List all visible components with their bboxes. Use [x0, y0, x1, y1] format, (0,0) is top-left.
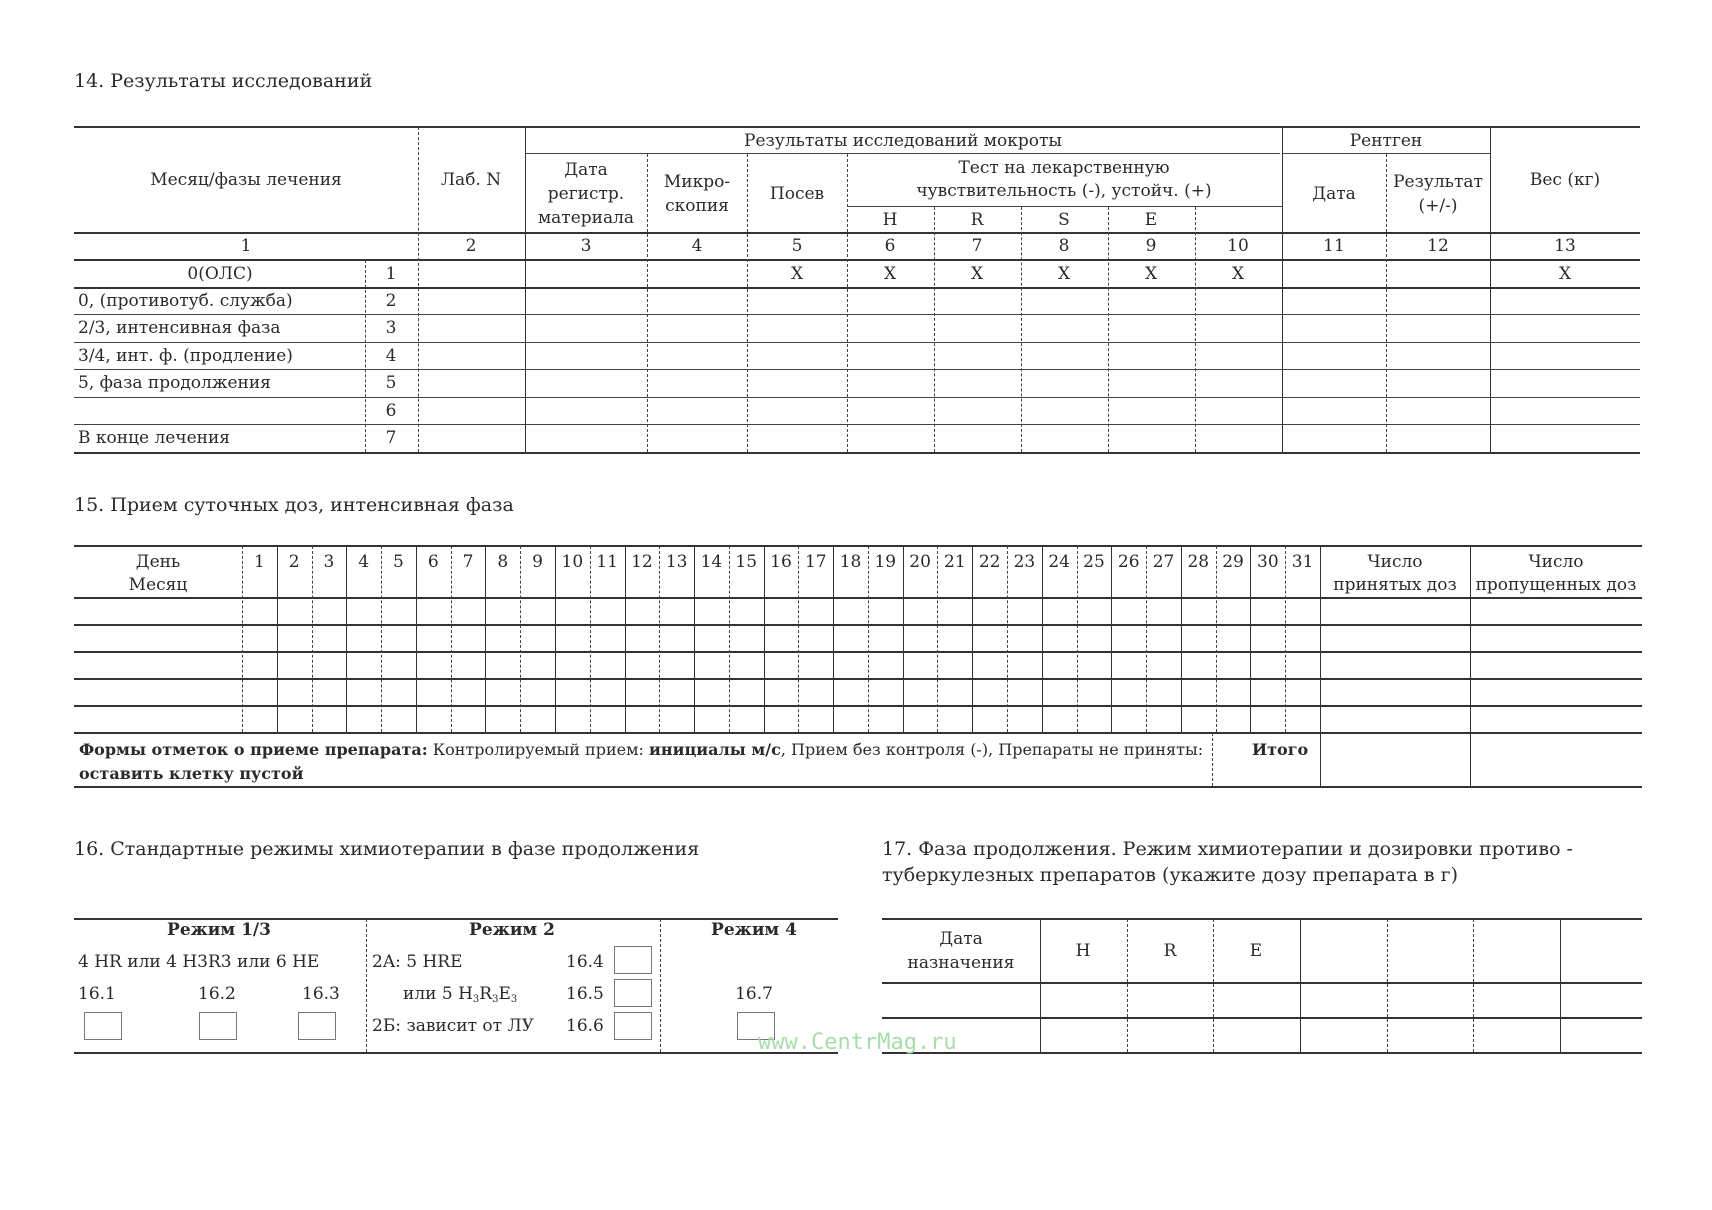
- subscript: 3: [492, 994, 499, 1005]
- table-rule: [590, 546, 591, 732]
- table-rule: [74, 369, 1640, 370]
- checkbox-16-6[interactable]: [614, 1012, 652, 1040]
- section-17-title-1: 17. Фаза продолжения. Режим химиотерапии и дозировки противо -: [882, 838, 1573, 860]
- header-culture: Посев: [769, 184, 825, 204]
- day-number: 13: [665, 552, 688, 572]
- col-number: 11: [1323, 236, 1345, 256]
- table-rule: [1040, 919, 1041, 1052]
- table-rule: [1108, 207, 1109, 452]
- table-rule: [74, 424, 1640, 425]
- day-number: 4: [358, 552, 370, 572]
- row-number: 4: [385, 346, 397, 366]
- legend-text: , Прием без контроля (-), Препараты не приняты:: [780, 740, 1204, 759]
- table-rule: [1195, 207, 1196, 452]
- table-rule: [74, 678, 1642, 680]
- header-drug-s: S: [1058, 210, 1070, 230]
- table-border: [74, 1052, 838, 1054]
- header-xray: Рентген: [1349, 131, 1423, 151]
- header-sputum-results: Результаты исследований мокроты: [744, 131, 1062, 151]
- regimen-2a: 2A: 5 HRE: [372, 952, 463, 972]
- regimen-text: R: [479, 984, 493, 1004]
- table-rule: [520, 546, 521, 732]
- header-drug-e: E: [1144, 210, 1158, 230]
- subscript: 3: [510, 994, 518, 1005]
- section-16-title: 16. Стандартные режимы химиотерапии в фазе продолжения: [74, 838, 700, 860]
- day-number: 22: [978, 552, 1001, 572]
- table-rule: [625, 546, 626, 732]
- row-label: 5, фаза продолжения: [78, 373, 271, 393]
- cell-mark-x: X: [1144, 264, 1158, 284]
- legend-line-2: оставить клетку пустой: [79, 764, 304, 783]
- regimen-2-title: Режим 2: [469, 920, 555, 940]
- table-rule: [847, 154, 848, 452]
- col-number: 6: [884, 236, 896, 256]
- day-number: 26: [1117, 552, 1140, 572]
- header-date-2: назначения: [907, 953, 1015, 973]
- cell-mark-x: X: [1558, 264, 1572, 284]
- header-xray-result-2: (+/-): [1418, 196, 1458, 216]
- row-label: 0, (противотуб. служба): [78, 291, 293, 311]
- header-dst-1: Тест на лекарственную: [958, 158, 1170, 178]
- header-weight: Вес (кг): [1529, 170, 1601, 190]
- row-label: 2/3, интенсивная фаза: [78, 318, 281, 338]
- header-missed-1: Число: [1528, 552, 1584, 572]
- table-rule: [1490, 127, 1491, 452]
- table-rule: [1127, 919, 1128, 1052]
- col-number: 2: [465, 236, 477, 256]
- header-drug-e: E: [1249, 941, 1263, 961]
- header-reg-date-2: регистр.: [547, 184, 625, 204]
- day-number: 10: [561, 552, 584, 572]
- header-drug-h: H: [1075, 941, 1091, 961]
- day-number: 7: [462, 552, 474, 572]
- col-number: 5: [791, 236, 803, 256]
- table-rule: [1216, 546, 1217, 732]
- checkbox-16-4[interactable]: [614, 946, 652, 974]
- table-border: [882, 1052, 1642, 1054]
- header-month-phase: Месяц/фазы лечения: [150, 170, 342, 190]
- header-xray-date: Дата: [1312, 184, 1356, 204]
- cell-mark-x: X: [790, 264, 804, 284]
- table-rule: [747, 154, 748, 452]
- row-number: 2: [385, 291, 397, 311]
- table-rule: [1250, 546, 1251, 732]
- legend-text: Контролируемый прием:: [427, 740, 649, 759]
- table-rule: [525, 127, 526, 452]
- table-rule: [525, 153, 1280, 154]
- header-drug-h: H: [882, 210, 898, 230]
- day-number: 30: [1257, 552, 1279, 572]
- table-rule: [74, 314, 1640, 315]
- table-rule: [647, 154, 648, 452]
- table-rule: [451, 546, 452, 732]
- table-rule: [555, 546, 556, 732]
- regimen-1-3-desc: 4 HR или 4 H3R3 или 6 HE: [78, 952, 320, 972]
- table-rule: [694, 546, 695, 732]
- table-rule: [937, 546, 938, 732]
- day-number: 12: [631, 552, 653, 572]
- table-rule: [882, 1017, 1642, 1019]
- checkbox-16-3[interactable]: [298, 1012, 336, 1040]
- table-rule: [833, 546, 834, 732]
- day-number: 29: [1222, 552, 1244, 572]
- header-lab-n: Лаб. N: [440, 170, 502, 190]
- col-number: 3: [580, 236, 592, 256]
- code-16-1: 16.1: [78, 984, 116, 1004]
- header-taken-2: принятых доз: [1333, 575, 1457, 595]
- table-rule: [660, 919, 661, 1052]
- regimen-2b: 2Б: зависит от ЛУ: [372, 1016, 534, 1036]
- table-rule: [903, 546, 904, 732]
- row-number: 6: [385, 401, 397, 421]
- row-label: 3/4, инт. ф. (продление): [78, 346, 293, 366]
- table-rule: [1282, 127, 1283, 452]
- table-rule: [798, 546, 799, 732]
- table-border: [882, 918, 1642, 920]
- day-number: 20: [909, 552, 931, 572]
- header-taken-1: Число: [1367, 552, 1423, 572]
- col-number: 4: [691, 236, 703, 256]
- section-17-title-2: туберкулезных препаратов (укажите дозу препарата в г): [882, 864, 1459, 886]
- table-rule: [74, 705, 1642, 707]
- table-rule: [74, 597, 1642, 599]
- day-number: 1: [253, 552, 265, 572]
- table-rule: [74, 651, 1642, 653]
- day-number: 16: [770, 552, 792, 572]
- table-rule: [242, 546, 243, 732]
- table-rule: [1285, 546, 1286, 732]
- table-rule: [74, 397, 1640, 398]
- table-rule: [1300, 919, 1301, 1052]
- checkbox-16-2[interactable]: [199, 1012, 237, 1040]
- row-number: 5: [385, 373, 397, 393]
- header-microscopy-1: Микро-: [663, 172, 731, 192]
- code-16-3: 16.3: [302, 984, 340, 1004]
- day-number: 21: [944, 552, 966, 572]
- legend-line-1: [79, 740, 1203, 760]
- row-number: 3: [385, 318, 397, 338]
- col-number: 12: [1427, 236, 1449, 256]
- header-day: День: [135, 552, 181, 572]
- day-number: 11: [596, 552, 618, 572]
- row-label: 0(ОЛС): [187, 264, 253, 284]
- table-rule: [418, 127, 419, 452]
- day-number: 9: [532, 552, 543, 572]
- table-rule: [934, 207, 935, 452]
- table-rule: [1560, 919, 1561, 1052]
- table-rule: [729, 546, 730, 732]
- day-number: 8: [497, 552, 509, 572]
- regimen-text: или 5 H: [403, 984, 473, 1004]
- table-rule: [1320, 546, 1321, 786]
- table-rule: [972, 546, 973, 732]
- code-16-5: 16.5: [566, 984, 604, 1004]
- regimen-4-title: Режим 4: [711, 920, 797, 940]
- table-rule: [1042, 546, 1043, 732]
- table-border: [74, 126, 1640, 128]
- watermark: www.CentrMag.ru: [758, 1030, 957, 1055]
- section-15-title: 15. Прием суточных доз, интенсивная фаза: [74, 494, 514, 516]
- day-number: 19: [874, 552, 897, 572]
- table-rule: [764, 546, 765, 732]
- cell-mark-x: X: [1231, 264, 1245, 284]
- table-rule: [868, 546, 869, 732]
- table-rule: [1021, 207, 1022, 452]
- cell-mark-x: X: [883, 264, 897, 284]
- table-rule: [847, 206, 1282, 207]
- table-border: [74, 545, 1642, 547]
- day-number: 15: [735, 552, 758, 572]
- table-rule: [312, 546, 313, 732]
- day-number: 6: [427, 552, 439, 572]
- section-14-title: 14. Результаты исследований: [74, 70, 373, 92]
- table-rule: [1146, 546, 1147, 732]
- col-number: 9: [1145, 236, 1157, 256]
- day-number: 23: [1013, 552, 1036, 572]
- table-rule: [74, 624, 1642, 626]
- table-rule: [277, 546, 278, 732]
- header-missed-2: пропущенных доз: [1475, 575, 1637, 595]
- row-number: 1: [385, 264, 397, 284]
- table-rule: [74, 287, 1640, 289]
- day-number: 25: [1083, 552, 1105, 572]
- header-reg-date-3: материала: [537, 208, 635, 228]
- col-number: 7: [971, 236, 983, 256]
- table-rule: [485, 546, 486, 732]
- table-rule: [74, 259, 1640, 261]
- day-number: 17: [804, 552, 827, 572]
- regimen-2a-alt: [403, 984, 517, 1007]
- table-rule: [365, 260, 366, 452]
- table-rule: [366, 919, 367, 1052]
- day-number: 14: [700, 552, 723, 572]
- table-rule: [1111, 546, 1112, 732]
- day-number: 28: [1187, 552, 1210, 572]
- table-rule: [1007, 546, 1008, 732]
- col-number: 10: [1227, 236, 1249, 256]
- cell-mark-x: X: [1057, 264, 1071, 284]
- header-drug-r: R: [970, 210, 984, 230]
- table-rule: [416, 546, 417, 732]
- table-rule: [1077, 546, 1078, 732]
- col-number: 13: [1554, 236, 1576, 256]
- day-number: 18: [839, 552, 862, 572]
- day-number: 5: [393, 552, 404, 572]
- table-rule: [882, 982, 1642, 984]
- code-16-4: 16.4: [566, 952, 604, 972]
- regimen-1-3-title: Режим 1/3: [167, 920, 271, 940]
- table-border: [74, 786, 1642, 788]
- header-date-1: Дата: [939, 929, 983, 949]
- row-label: В конце лечения: [78, 428, 231, 448]
- day-number: 2: [288, 552, 300, 572]
- col-number: 1: [240, 236, 252, 256]
- table-rule: [1213, 919, 1214, 1052]
- table-rule: [74, 232, 1640, 234]
- header-drug-r: R: [1163, 941, 1177, 961]
- day-number: 3: [323, 552, 335, 572]
- day-number: 24: [1048, 552, 1071, 572]
- code-16-6: 16.6: [566, 1016, 604, 1036]
- table-rule: [1473, 919, 1474, 1052]
- checkbox-16-5[interactable]: [614, 979, 652, 1007]
- legend-bold: инициалы м/с: [649, 740, 781, 759]
- subscript: 3: [472, 994, 480, 1005]
- code-16-7: 16.7: [735, 984, 773, 1004]
- header-dst-2: чувствительность (-), устойч. (+): [916, 181, 1212, 201]
- table-rule: [381, 546, 382, 732]
- table-rule: [1181, 546, 1182, 732]
- regimen-text: E: [498, 984, 511, 1004]
- table-rule: [1387, 919, 1388, 1052]
- header-microscopy-2: скопия: [665, 196, 729, 216]
- header-month: Месяц: [128, 575, 188, 595]
- row-number: 7: [385, 428, 397, 448]
- table-rule: [1212, 733, 1213, 786]
- total-label: Итого: [1252, 740, 1309, 759]
- table-rule: [1470, 546, 1471, 786]
- code-16-2: 16.2: [198, 984, 236, 1004]
- table-rule: [1386, 154, 1387, 452]
- table-border: [74, 452, 1640, 454]
- col-number: 8: [1058, 236, 1070, 256]
- table-rule: [74, 732, 1642, 734]
- legend-bold: Формы отметок о приеме препарата:: [79, 740, 428, 759]
- table-rule: [74, 342, 1640, 343]
- day-number: 31: [1291, 552, 1314, 572]
- table-rule: [659, 546, 660, 732]
- header-xray-result-1: Результат: [1393, 172, 1483, 192]
- cell-mark-x: X: [970, 264, 984, 284]
- checkbox-16-1[interactable]: [84, 1012, 122, 1040]
- header-reg-date-1: Дата: [564, 160, 608, 180]
- day-number: 27: [1152, 552, 1175, 572]
- table-rule: [346, 546, 347, 732]
